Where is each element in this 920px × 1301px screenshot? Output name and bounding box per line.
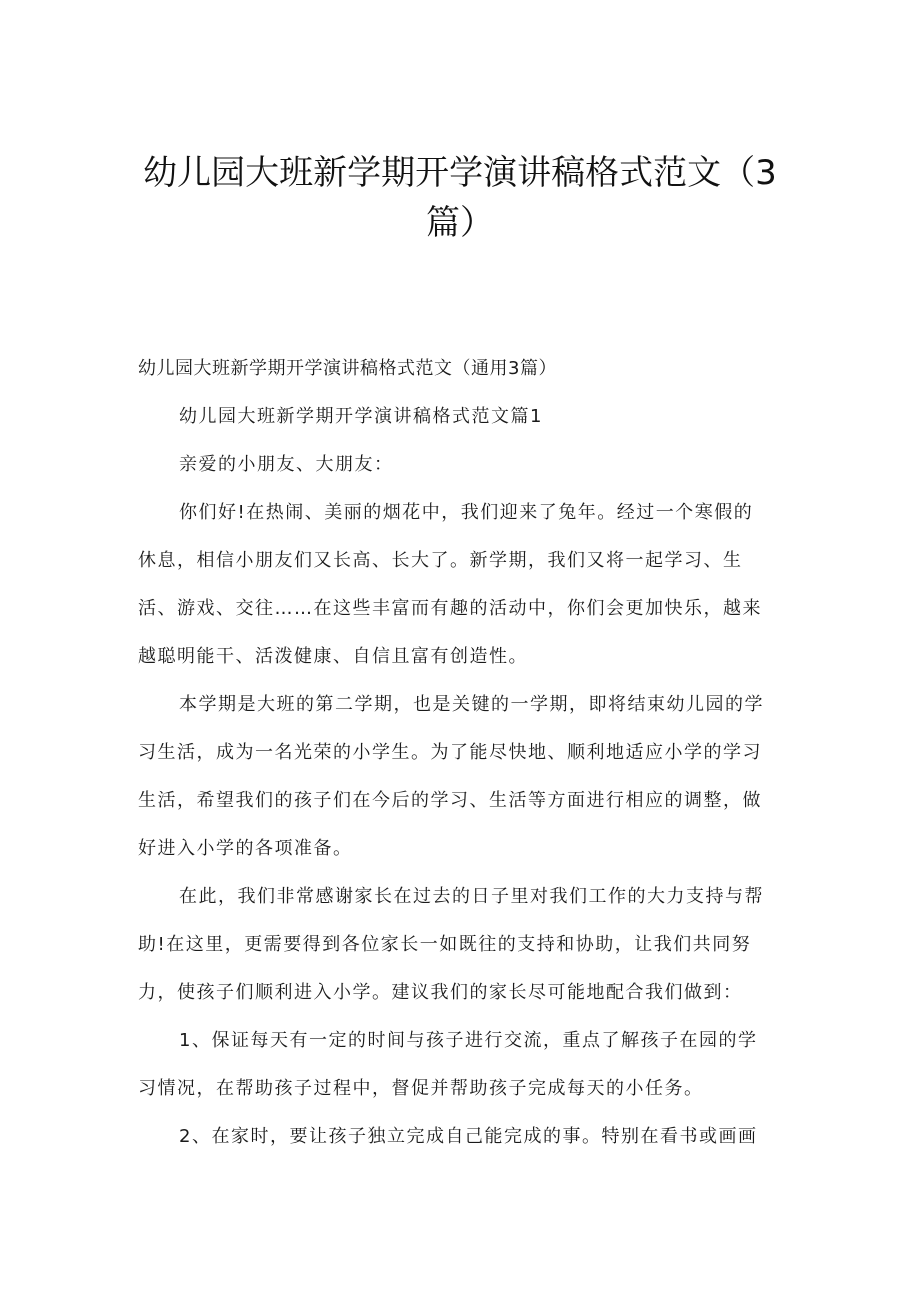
document-title <box>130 148 790 248</box>
title-line: 幼儿园大班新学期开学演讲稿格式范文（3 <box>143 153 777 193</box>
text-line: 助!在这里，更需要得到各位家长一如既往的支持和协助，让我们共同努 <box>138 934 752 955</box>
text-line: 你们好!在热闹、美丽的烟花中，我们迎来了兔年。经过一个寒假的 <box>179 502 754 523</box>
text-line: 幼儿园大班新学期开学演讲稿格式范文（通用3篇） <box>138 358 557 379</box>
section-heading <box>138 393 786 441</box>
text-line: 2、在家时，要让孩子独立完成自己能完成的事。特别在看书或画画 <box>179 1126 758 1147</box>
list-item-paragraph <box>138 1113 786 1161</box>
text-line: 在此，我们非常感谢家长在过去的日子里对我们工作的大力支持与帮 <box>179 886 764 907</box>
body-paragraph <box>138 873 786 1017</box>
text-line: 生活，希望我们的孩子们在今后的学习、生活等方面进行相应的调整，做 <box>138 790 762 811</box>
list-item-paragraph <box>138 1017 786 1113</box>
body-paragraph <box>138 489 786 681</box>
subtitle-paragraph <box>138 345 786 393</box>
text-line: 休息，相信小朋友们又长高、长大了。新学期，我们又将一起学习、生 <box>138 550 743 571</box>
body-paragraph <box>138 681 786 873</box>
text-line: 好进入小学的各项准备。 <box>138 838 353 859</box>
text-line: 力，使孩子们顺利进入小学。建议我们的家长尽可能地配合我们做到： <box>138 982 743 1003</box>
text-line: 活、游戏、交往……在这些丰富而有趣的活动中，你们会更加快乐，越来 <box>138 598 762 619</box>
title-line: 篇） <box>426 203 494 243</box>
document-body <box>138 345 786 1161</box>
text-line: 本学期是大班的第二学期，也是关键的一学期，即将结束幼儿园的学 <box>179 694 764 715</box>
text-line: 习情况，在帮助孩子过程中，督促并帮助孩子完成每天的小任务。 <box>138 1078 704 1099</box>
text-line: 习生活，成为一名光荣的小学生。为了能尽快地、顺利地适应小学的学习 <box>138 742 762 763</box>
salutation-paragraph <box>138 441 786 489</box>
text-line: 越聪明能干、活泼健康、自信且富有创造性。 <box>138 646 528 667</box>
text-line: 幼儿园大班新学期开学演讲稿格式范文篇1 <box>179 406 543 427</box>
text-line: 1、保证每天有一定的时间与孩子进行交流，重点了解孩子在园的学 <box>179 1030 758 1051</box>
text-line: 亲爱的小朋友、大朋友： <box>179 454 394 475</box>
